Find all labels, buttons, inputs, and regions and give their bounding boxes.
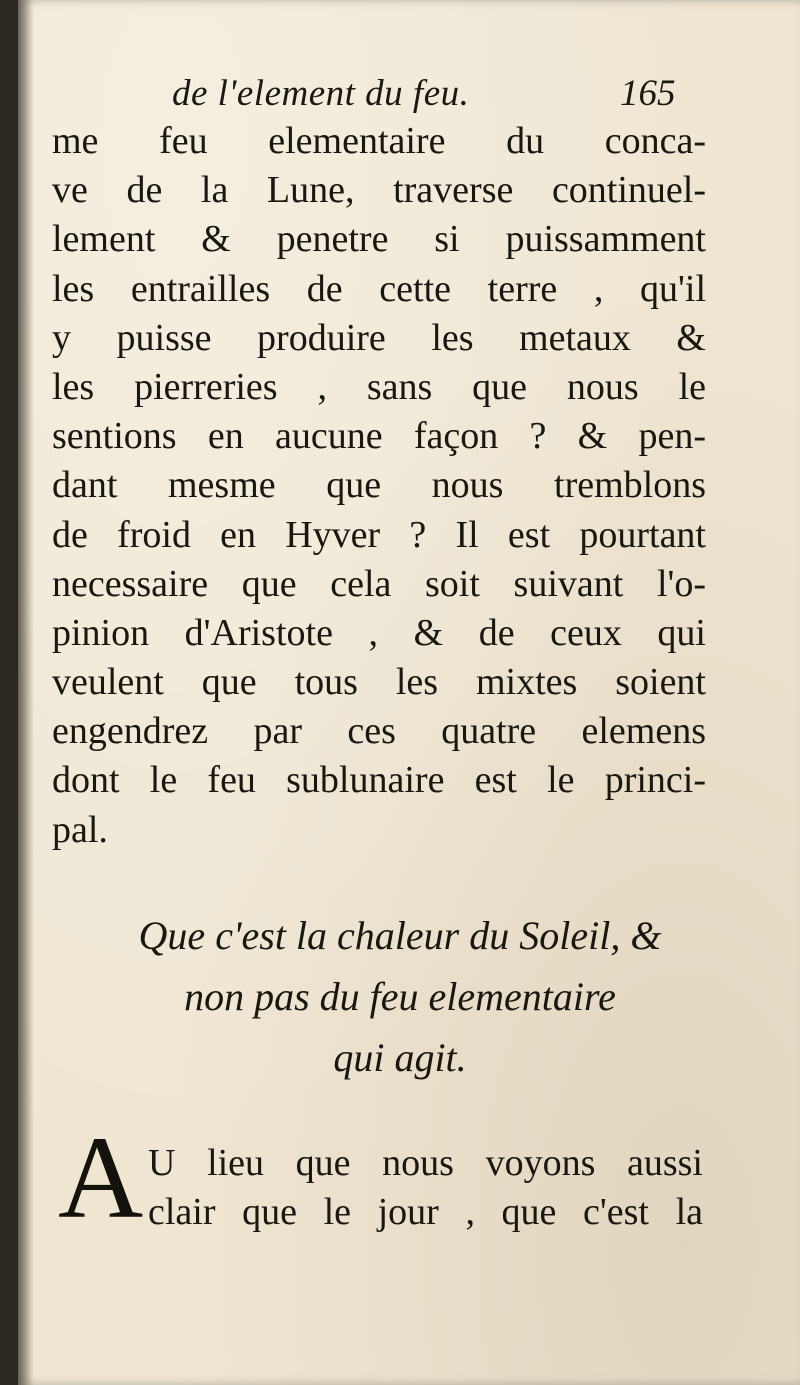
text-line: y puisse produire les metaux & bbox=[52, 316, 706, 359]
text-line: engendrez par ces quatre elemens bbox=[52, 710, 706, 753]
text-line: pinion d'Aristote , & de ceux qui bbox=[52, 611, 706, 654]
running-head-title: de l'element du feu. bbox=[172, 73, 470, 114]
text-line: dant mesme que nous tremblons bbox=[52, 464, 706, 507]
paragraph-2 bbox=[148, 1139, 703, 1237]
section-heading-line-2: non pas du feu elementaire bbox=[184, 974, 616, 1019]
text-line: de froid en Hyver ? Il est pourtant bbox=[52, 513, 706, 556]
text-line: veulent que tous les mixtes soient bbox=[52, 661, 706, 704]
text-line: dont le feu sublunaire est le princi- bbox=[52, 759, 706, 802]
text-line: me feu elementaire du conca- bbox=[52, 120, 706, 162]
section-heading-line-3: qui agit. bbox=[333, 1035, 467, 1080]
text-line: ve de la Lune, traverse continuel- bbox=[52, 169, 706, 212]
text-line: lement & penetre si puissamment bbox=[52, 218, 706, 261]
page-number: 165 bbox=[620, 73, 676, 114]
drop-cap: A bbox=[58, 1112, 144, 1243]
section-heading-line-1: Que c'est la chaleur du Soleil, & bbox=[138, 913, 662, 958]
text-line: U lieu que nous voyons aussi bbox=[148, 1142, 703, 1184]
text-line: sentions en aucune façon ? & pen- bbox=[52, 415, 706, 458]
text-line: les pierreries , sans que nous le bbox=[52, 365, 706, 408]
text-line: clair que le jour , que c'est la bbox=[148, 1191, 703, 1234]
spine-shadow bbox=[18, 0, 34, 1385]
text-line: les entrailles de cette terre , qu'il bbox=[52, 267, 706, 310]
running-head bbox=[0, 72, 800, 120]
text-line: necessaire que cela soit suivant l'o- bbox=[52, 562, 706, 605]
paragraph-1 bbox=[52, 117, 706, 855]
text-line: pal. bbox=[52, 808, 108, 851]
